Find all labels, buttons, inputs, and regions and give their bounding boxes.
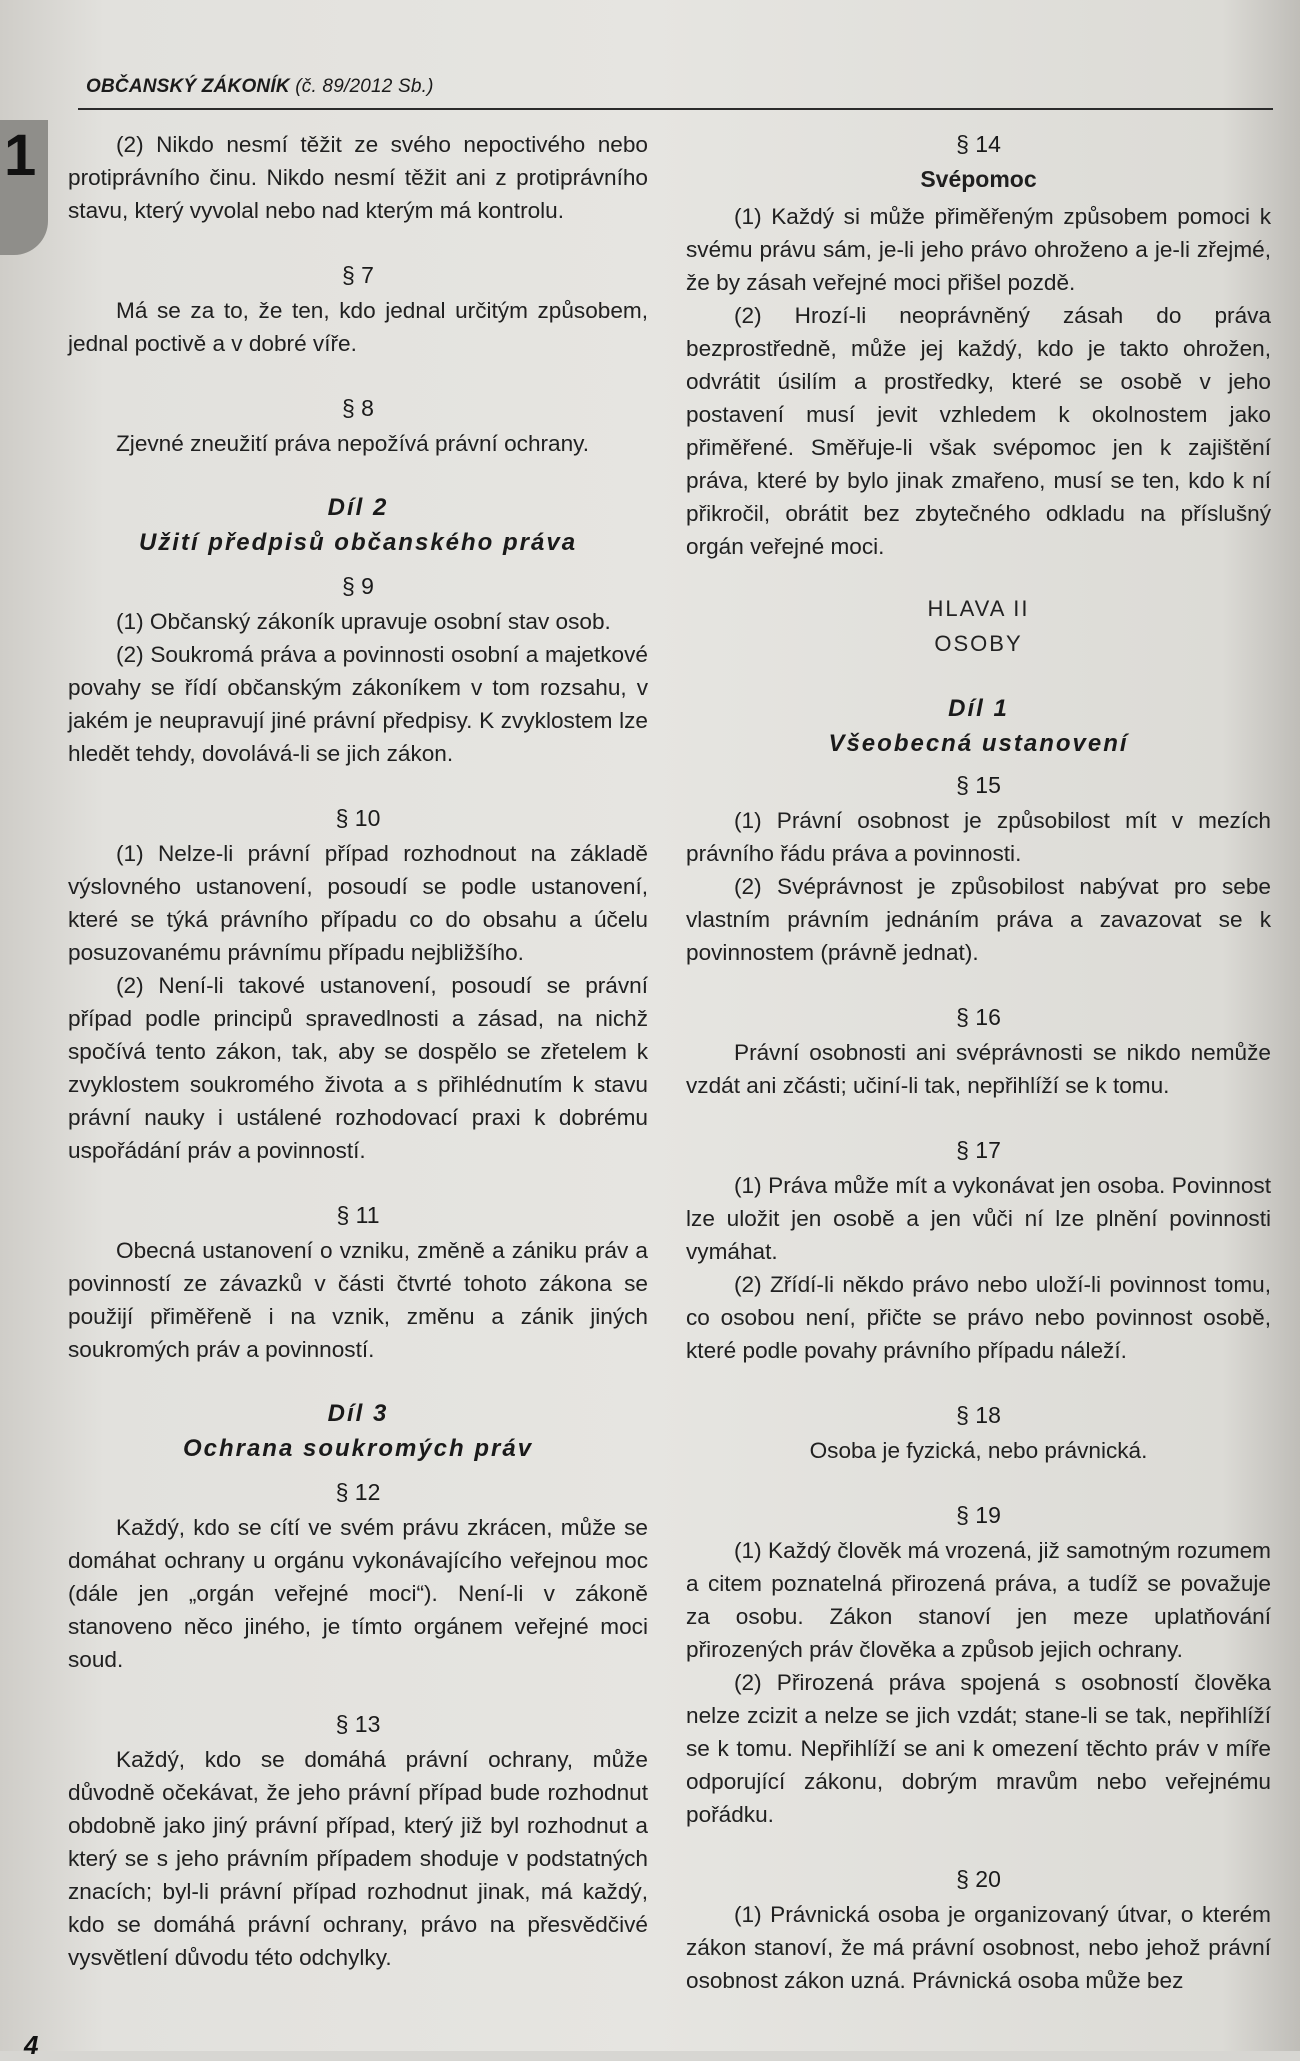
section-14-heading: § 14 (956, 131, 1001, 157)
section-11-heading: § 11 (336, 1202, 380, 1228)
page-number: 4 (24, 2030, 39, 2060)
paragraph-8: Zjevné zneužití práva nepožívá právní ochrany. (116, 431, 590, 456)
header-subtitle: (č. 89/2012 Sb.) (295, 76, 434, 97)
part-1-label: Díl 1 (948, 695, 1009, 722)
paragraph-6-2: (2) Nikdo nesmí těžit ze svého nepoctivého nebo protiprávního činu. Nikdo nesmí těžit ani z protiprávního stavu, který vyvolal nebo nad kterým má kontrolu. (68, 132, 648, 223)
part-3-label: Díl 3 (327, 1400, 389, 1427)
part-1-title: Všeobecná ustanovení (828, 730, 1129, 757)
paragraph-7: Má se za to, že ten, kdo jednal určitým způsobem, jednal poctivě a v dobré víře. (68, 298, 648, 356)
paragraph-14-1: (1) Každý si může přiměřeným způsobem pomoci k svému právu sám, je-li jeho právo ohroženo a je-li zřejmé, že by zásah veřejné moci přišel pozdě. (686, 204, 1271, 295)
paragraph-9-1: (1) Občanský zákoník upravuje osobní stav osob. (116, 609, 611, 634)
paragraph-13: Každý, kdo se domáhá právní ochrany, může důvodně očekávat, že jeho právní případ bude rozhodnut obdobně jako jiný právní případ, který již byl rozhodnut a který se s jeho právním případem shoduje v podstatných znacích; byl-li právní případ rozhodnut jinak, má každý, kdo se domáhá právní ochrany, právo na přesvědčivé vysvětlení důvodu této odchylky. (68, 1747, 648, 1970)
paragraph-11: Obecná ustanovení o vzniku, změně a zániku práv a povinností ze závazků v části čtvrté tohoto zákona se použijí přiměřeně i na vznik, změnu a zánik jiných soukromých práv a povinností. (68, 1238, 648, 1362)
paragraph-9-2: (2) Soukromá práva a povinnosti osobní a majetkové povahy se řídí občanským zákoníkem v tom rozsahu, v jakém je neupravují jiné právní předpisy. K zvyklostem lze hledět tehdy, dovolává-li se jich zákon. (68, 642, 648, 766)
section-16-heading: § 16 (956, 1004, 1001, 1030)
right-column (686, 128, 1271, 1997)
head-2-title: OSOBY (934, 631, 1023, 656)
head-2-label: HLAVA II (927, 596, 1030, 621)
section-7-heading: § 7 (342, 262, 374, 288)
left-column (68, 128, 648, 1974)
paragraph-17-1: (1) Práva může mít a vykonávat jen osoba. Povinnost lze uložit jen osobě a jen vůči ní lze plnění povinnosti vymáhat. (686, 1173, 1271, 1264)
paragraph-14-2: (2) Hrozí-li neoprávněný zásah do práva bezprostředně, může jej každý, kdo je takto ohrožen, odvrátit úsilím a prostředky, které se osobě v jeho postavení musí jevit vzhledem k okolnostem jako přiměřené. Směřuje-li však svépomoc jen k zajištění práva, které by bylo jinak zmařeno, musí se ten, kdo k ní přikročil, obrátit bez zbytečného odkladu na příslušný orgán veřejné moci. (686, 303, 1271, 559)
chapter-number: 1 (4, 123, 37, 188)
section-12-heading: § 12 (335, 1479, 381, 1505)
paragraph-15-2: (2) Svéprávnost je způsobilost nabývat pro sebe vlastním právním jednáním práva a zavazovat se k povinnostem (právně jednat). (686, 874, 1271, 965)
paragraph-20-1: (1) Právnická osoba je organizovaný útvar, o kterém zákon stanoví, že má právní osobnost, nebo jehož právní osobnost zákon uzná. Právnická osoba může bez (686, 1902, 1271, 1993)
paragraph-17-2: (2) Zřídí-li někdo právo nebo uloží-li povinnost tomu, co osobou není, přičte se právo nebo povinnost osobě, které podle povahy právního případu náleží. (686, 1272, 1271, 1363)
paragraph-19-2: (2) Přirozená práva spojená s osobností člověka nelze zcizit a nelze se jich vzdát; stane-li se tak, nepřihlíží se k tomu. Nepřihlíží se ani k omezení těchto práv v míře odporující zákonu, dobrým mravům nebo veřejnému pořádku. (686, 1670, 1271, 1827)
header-rule (78, 108, 1273, 110)
paragraph-12: Každý, kdo se cítí ve svém právu zkrácen, může se domáhat ochrany u orgánu vykonávajícího veřejnou moc (dále jen „orgán veřejné moci“). Není-li v zákoně stanoveno něco jiného, je tímto orgánem veřejné moci soud. (68, 1515, 648, 1672)
section-14-title: Svépomoc (920, 166, 1037, 192)
section-9-heading: § 9 (342, 573, 374, 599)
section-19-heading: § 19 (956, 1502, 1001, 1528)
part-3-title: Ochrana soukromých práv (182, 1435, 534, 1462)
paragraph-15-1: (1) Právní osobnost je způsobilost mít v mezích právního řádu práva a povinnosti. (686, 808, 1271, 866)
part-2-title: Užití předpisů občanského práva (138, 529, 578, 556)
header-title: OBČANSKÝ ZÁKONÍK (86, 76, 290, 97)
section-20-heading: § 20 (956, 1866, 1001, 1892)
running-header (86, 76, 434, 98)
section-13-heading: § 13 (335, 1711, 381, 1737)
section-8-heading: § 8 (342, 395, 374, 421)
section-18-heading: § 18 (956, 1402, 1001, 1428)
section-10-heading: § 10 (335, 805, 381, 831)
part-2-label: Díl 2 (327, 494, 389, 521)
paragraph-19-1: (1) Každý člověk má vrozená, již samotným rozumem a citem poznatelná přirozená práva, a tudíž se považuje za osobu. Zákon stanoví jen meze uplatňování přirozených práv člověka a způsob jejich ochrany. (686, 1538, 1271, 1662)
paragraph-10-2: (2) Není-li takové ustanovení, posoudí se právní případ podle principů spravedlnosti a zásad, na nichž spočívá tento zákon, tak, aby se dospělo se zřetelem k zvyklostem soukromého života a s přihlédnutím k stavu právní nauky i ustálené rozhodovací praxi k dobrému uspořádání práv a povinností. (68, 973, 648, 1163)
paragraph-18: Osoba je fyzická, nebo právnická. (809, 1438, 1148, 1463)
paragraph-10-1: (1) Nelze-li právní případ rozhodnout na základě výslovného ustanovení, posoudí se podle ustanovení, které se týká právního případu co do obsahu a účelu posuzovanému právnímu případu nejbližšího. (68, 841, 648, 965)
chapter-thumb-tab (0, 120, 48, 255)
section-17-heading: § 17 (956, 1137, 1001, 1163)
paragraph-16: Právní osobnosti ani svéprávnosti se nikdo nemůže vzdát ani zčásti; učiní-li tak, nepřihlíží se k tomu. (686, 1040, 1271, 1098)
section-15-heading: § 15 (956, 772, 1001, 798)
